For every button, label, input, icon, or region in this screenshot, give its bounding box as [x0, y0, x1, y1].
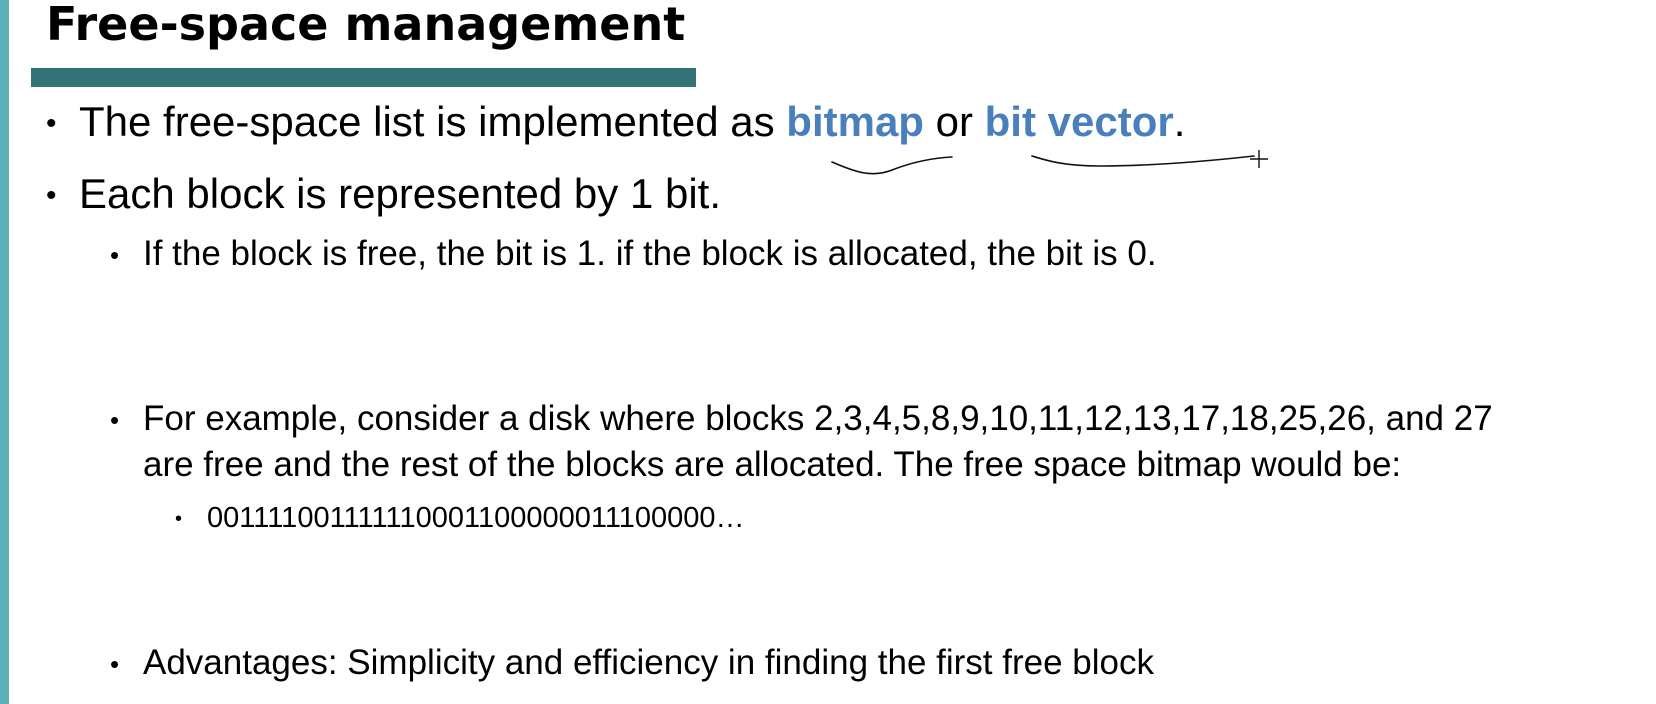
underline-stroke-bit-vector: [1032, 156, 1254, 166]
slide-title: Free-space management: [46, 0, 686, 51]
bullet-text: 001111001111110001100000011100000…: [207, 502, 745, 534]
bullet-dot: •: [46, 179, 57, 212]
bullet-dot: •: [110, 240, 120, 270]
bullet-dot: •: [46, 107, 57, 140]
bullet-text-suffix: .: [1173, 98, 1186, 145]
title-underline-bar: [31, 68, 696, 87]
bullet-dot: •: [110, 405, 120, 435]
term-bitmap: bitmap: [786, 98, 924, 145]
title-underline-rect: [31, 68, 696, 87]
bullet-text-mid: or: [923, 98, 985, 145]
bullet-dot: •: [175, 508, 183, 530]
term-bit-vector: bit vector: [984, 98, 1174, 145]
bullet-text: Each block is represented by 1 bit.: [79, 170, 722, 217]
bullet-text: If the block is free, the bit is 1. if the block is allocated, the bit is 0.: [143, 234, 1157, 273]
underline-stroke-bitmap: [832, 157, 952, 174]
left-accent-stripe: [0, 0, 9, 704]
bullet-dot: •: [110, 649, 120, 679]
bullet-text-line-1: For example, consider a disk where blocks 2,3,4,5,8,9,10,11,12,13,17,18,25,26, and 27: [143, 399, 1493, 438]
bullet-text-line-2: are free and the rest of the blocks are allocated. The free space bitmap would be:: [143, 445, 1402, 484]
bullet-text: [79, 97, 1185, 147]
bullet-text: Advantages: Simplicity and efficiency in finding the first free block: [143, 643, 1154, 682]
bullet-text-prefix: The free-space list is implemented as: [79, 98, 787, 145]
